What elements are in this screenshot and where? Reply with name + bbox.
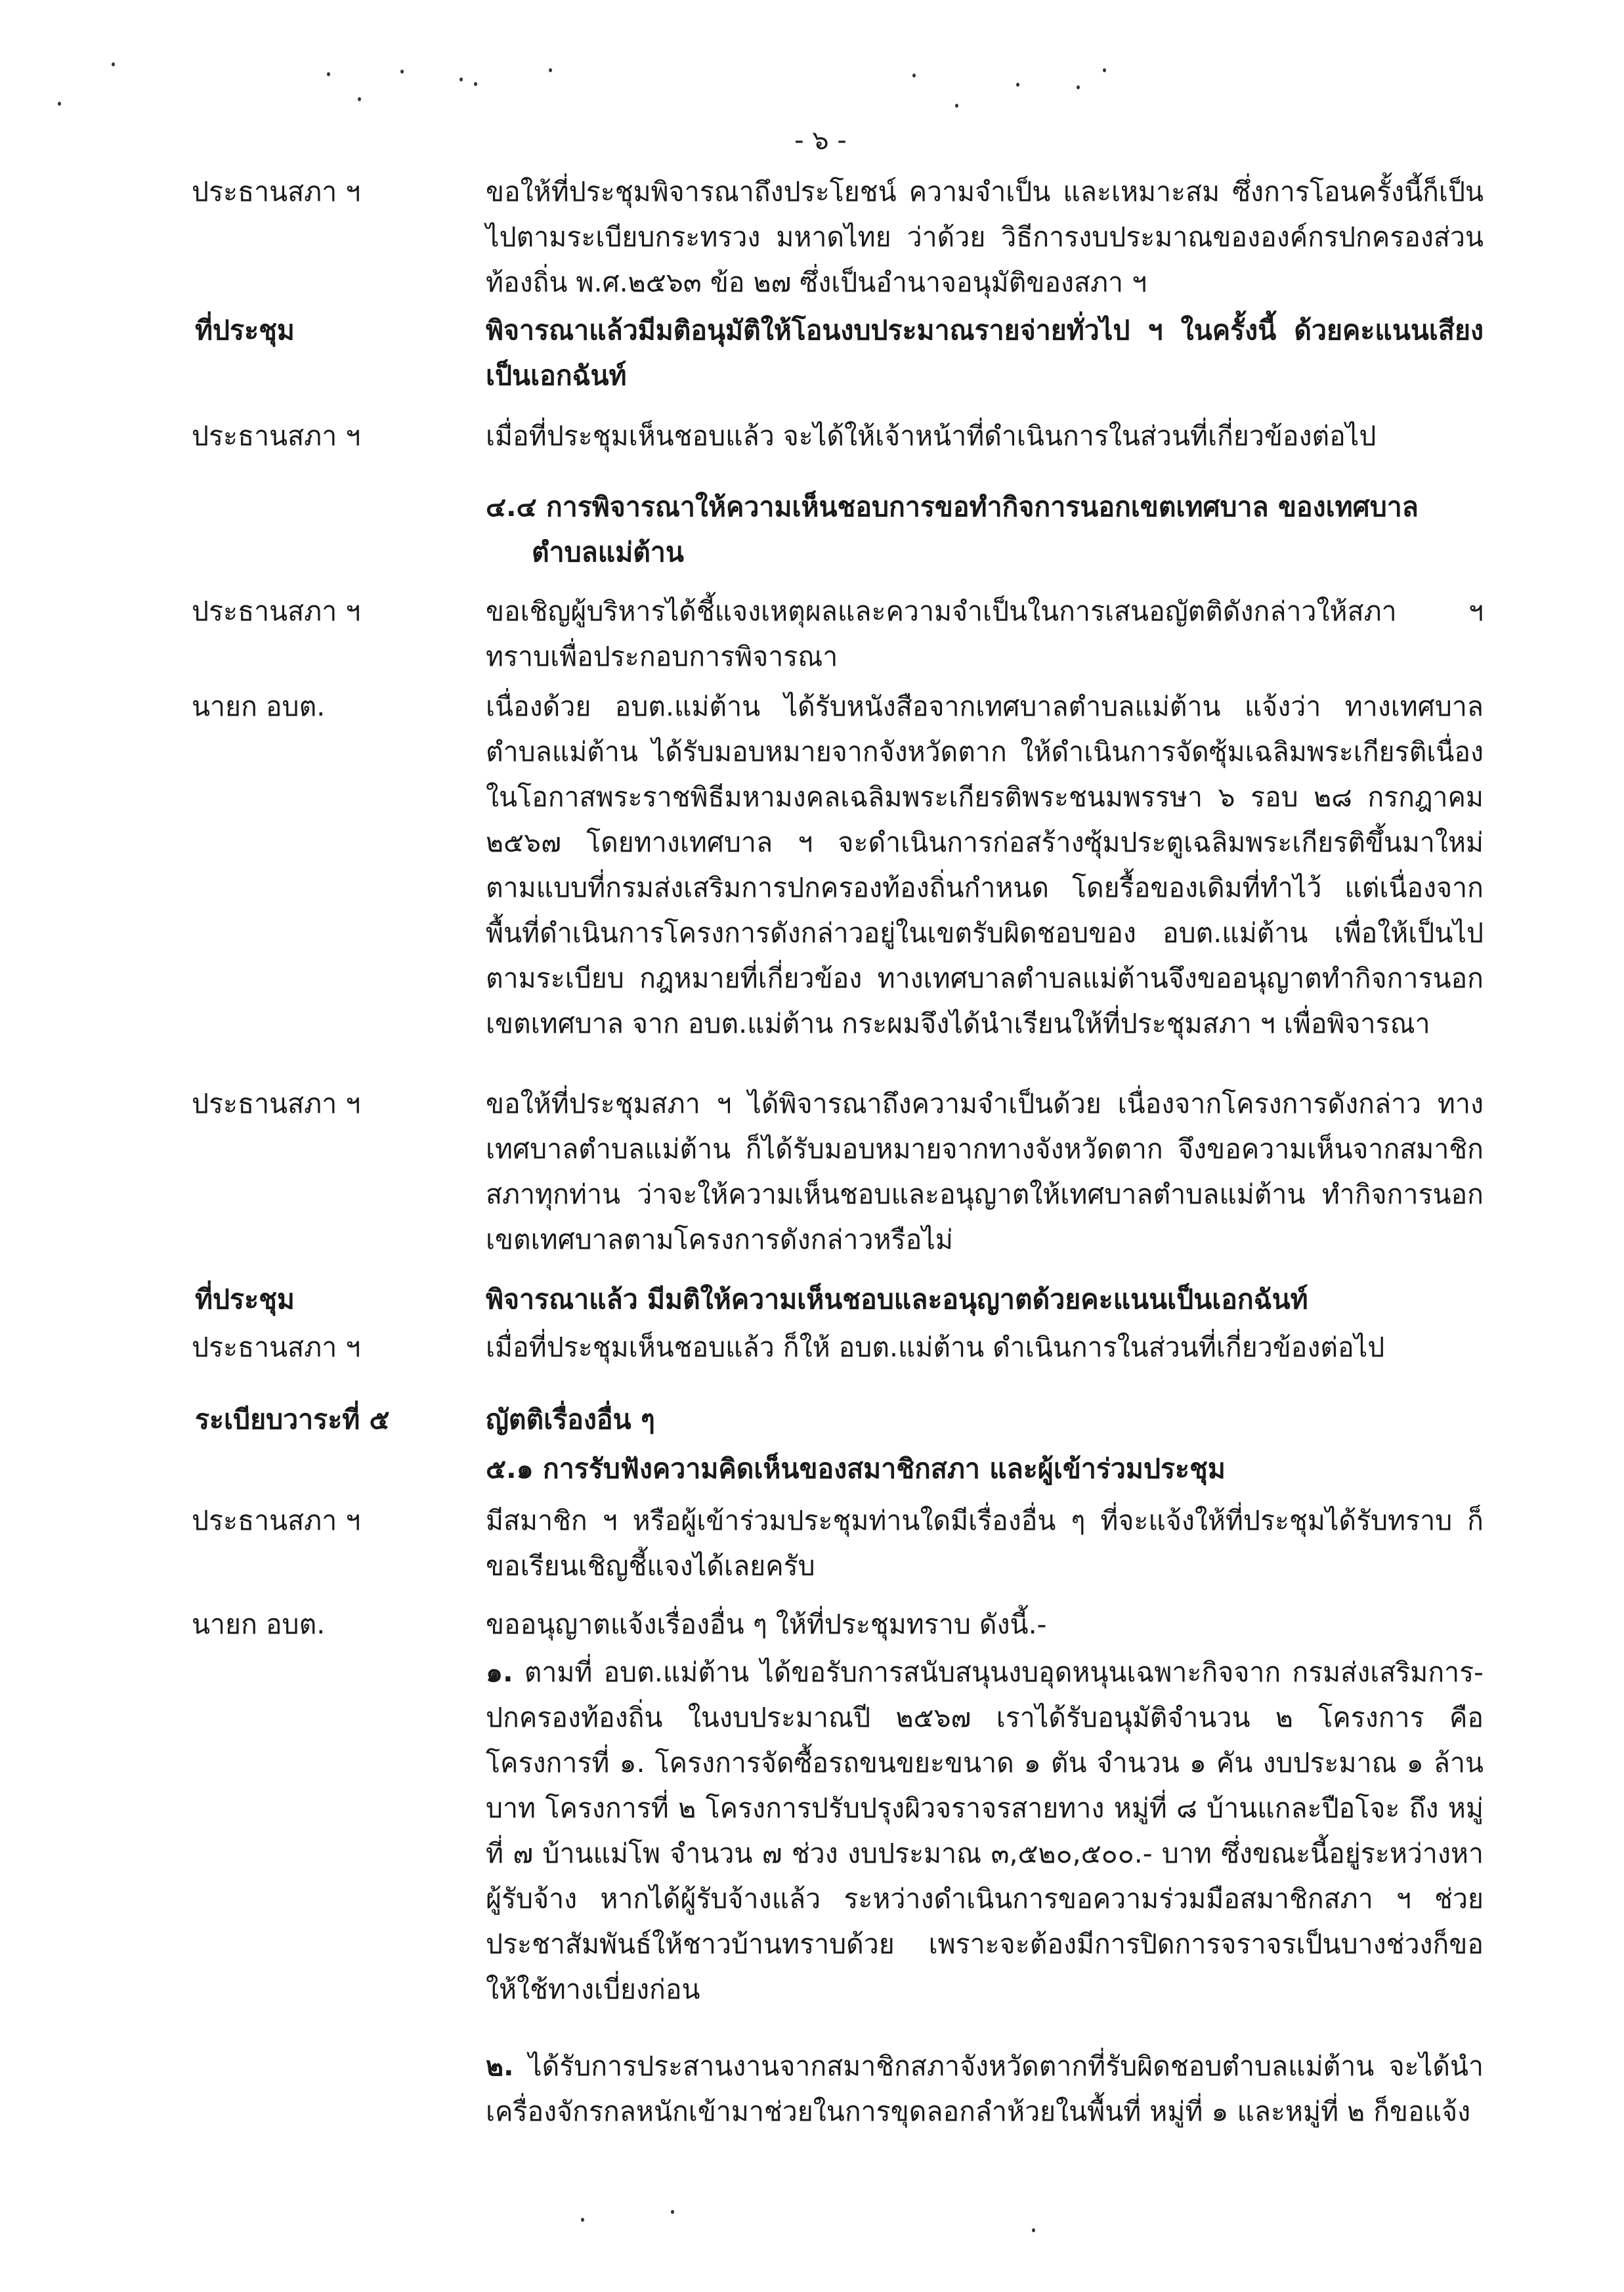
scan-speck	[1103, 68, 1106, 72]
speaker-label: นายก อบต.	[192, 1609, 326, 1640]
speaker-label: ที่ประชุม	[195, 1284, 295, 1315]
scan-speck	[112, 62, 115, 66]
entry-text: ขออนุญาตแจ้งเรื่องอื่น ๆ ให้ที่ประชุมทราบ ดังนี้.-	[486, 1609, 1047, 1640]
scan-speck	[671, 2210, 674, 2214]
resolution-text: พิจารณาแล้วมีมติอนุมัติให้โอนงบประมาณรายจ่ายทั่วไป ฯ ในครั้งนี้ ด้วยคะแนนเสียง เป็นเอกฉันท์	[486, 314, 1484, 391]
item-body: ได้รับการประสานงานจากสมาชิกสภาจังหวัดตากที่รับผิดชอบตำบลแม่ต้าน จะได้นำเครื่องจักรกลหนักเข้ามาช่วยในการขุดลอกลำห้วยในพื้นที่ หมู่ที่ ๑ และหมู่ที่ ๒ ก็ขอแจ้ง	[486, 2050, 1484, 2127]
page-number: - ๖ -	[794, 125, 847, 156]
entry-text: เมื่อที่ประชุมเห็นชอบแล้ว ก็ให้ อบต.แม่ต้าน ดำเนินการในส่วนที่เกี่ยวข้องต่อไป	[486, 1331, 1385, 1363]
resolution-text: พิจารณาแล้ว มีมติให้ความเห็นชอบและอนุญาตด้วยคะแนนเป็นเอกฉันท์	[486, 1284, 1308, 1315]
speaker-label: ประธานสภา ฯ	[192, 176, 361, 207]
speaker-label: ประธานสภา ฯ	[192, 1505, 361, 1536]
entry-text: ขอให้ที่ประชุมพิจารณาถึงประโยชน์ ความจำเป็น และเหมาะสม ซึ่งการโอนครั้งนี้ก็เป็นไปตามระเบียบกระทรวง มหาดไทย ว่าด้วย วิธีการงบประมาณขององค์กรปกครองส่วนท้องถิ่น พ.ศ.๒๕๖๓ ข้อ ๒๗ ซึ่งเป็นอำนาจอนุมัติของสภา ฯ	[486, 176, 1484, 298]
scan-speck	[955, 104, 958, 108]
speaker-label: นายก อบต.	[192, 691, 326, 722]
speaker-label: ประธานสภา ฯ	[192, 595, 361, 627]
speaker-label: ประธานสภา ฯ	[192, 420, 361, 452]
agenda-subheading	[486, 485, 1484, 575]
agenda-title: ญัตติเรื่องอื่น ๆ	[486, 1404, 655, 1435]
subheading-line: ตำบลแม่ต้าน	[532, 536, 684, 568]
entry-text: ขอให้ที่ประชุมสภา ฯ ได้พิจารณาถึงความจำเป็นด้วย เนื่องจากโครงการดังกล่าว ทางเทศบาลตำบลแม่ต้าน ก็ได้รับมอบหมายจากทางจังหวัดตาก จึงขอความเห็นจากสมาชิกสภาทุกท่าน ว่าจะให้ความเห็นชอบและอนุญาตให้เทศบาลตำบลแม่ต้าน ทำกิจการนอกเขตเทศบาลตามโครงการดังกล่าวหรือไม่	[486, 1088, 1484, 1255]
subheading-line: ๔.๔ การพิจารณาให้ความเห็นชอบการขอทำกิจการนอกเขตเทศบาล ของเทศบาล	[486, 491, 1419, 523]
scan-speck	[1077, 85, 1080, 89]
scan-speck	[549, 68, 552, 72]
scan-speck	[474, 82, 477, 86]
numbered-item-text	[486, 1650, 1484, 2012]
scan-speck	[912, 74, 916, 77]
scan-speck	[1016, 83, 1019, 87]
subheading-line: ๕.๑ การรับฟังความคิดเห็นของสมาชิกสภา และผู้เข้าร่วมประชุม	[486, 1453, 1226, 1484]
scan-speck	[400, 70, 404, 74]
item-body: ตามที่ อบต.แม่ต้าน ได้ขอรับการสนับสนุนงบอุดหนุนเฉพาะกิจจาก กรมส่งเสริมการ-ปกครองท้องถิ่น ในงบประมาณปี ๒๕๖๗ เราได้รับอนุมัติจำนวน ๒ โครงการ คือ โครงการที่ ๑. โครงการจัดซื้อรถขนขยะขนาด ๑ ตัน จำนวน ๑ คัน งบประมาณ ๑ ล้านบาท โครงการที่ ๒ โครงการปรับปรุงผิวจราจรสายทาง หมู่ที่ ๘ บ้านแกละปือโจะ ถึง หมู่ที่ ๗ บ้านแม่โพ จำนวน ๗ ช่วง งบประมาณ ๓,๕๒๐,๕๐๐.- บาท ซึ่งขณะนี้อยู่ระหว่างหาผู้รับจ้าง หากได้ผู้รับจ้างแล้ว ระหว่างดำเนินการขอความร่วมมือสมาชิกสภา ฯ ช่วยประชาสัมพันธ์ให้ชาวบ้านทราบด้วย เพราะจะต้องมีการปิดการจราจรเป็นบางช่วงก็ขอให้ใช้ทางเบี่ยงก่อน	[486, 1656, 1484, 2005]
agenda-subheading	[486, 1446, 1484, 1492]
scan-speck	[459, 77, 463, 81]
entry-text: มีสมาชิก ฯ หรือผู้เข้าร่วมประชุมท่านใดมีเรื่องอื่น ๆ ที่จะแจ้งให้ที่ประชุมได้รับทราบ ก็ขอเรียนเชิญชี้แจงได้เลยครับ	[486, 1505, 1484, 1582]
item-number: ๑.	[486, 1656, 513, 1688]
speaker-label: ประธานสภา ฯ	[192, 1331, 361, 1363]
scan-speck	[358, 97, 361, 101]
scan-speck	[581, 2218, 584, 2222]
scan-speck	[327, 72, 330, 76]
entry-text: ขอเชิญผู้บริหารได้ชี้แจงเหตุผลและความจำเป็นในการเสนอญัตติดังกล่าวให้สภา ฯ ทราบเพื่อประกอบการพิจารณา	[486, 595, 1484, 672]
item-number: ๒.	[486, 2050, 514, 2082]
speaker-label: ที่ประชุม	[195, 314, 295, 346]
scan-speck	[1032, 2228, 1035, 2232]
agenda-label: ระเบียบวาระที่ ๕	[195, 1404, 390, 1435]
scan-speck	[58, 102, 61, 106]
entry-text: เนื่องด้วย อบต.แม่ต้าน ได้รับหนังสือจากเทศบาลตำบลแม่ต้าน แจ้งว่า ทางเทศบาลตำบลแม่ต้าน ได้รับมอบหมายจากจังหวัดตาก ให้ดำเนินการจัดซุ้มเฉลิมพระเกียรติเนื่องในโอกาสพระราชพิธีมหามงคลเฉลิมพระเกียรติพระชนมพรรษา ๖ รอบ ๒๘ กรกฎาคม ๒๕๖๗ โดยทางเทศบาล ฯ จะดำเนินการก่อสร้างซุ้มประตูเฉลิมพระเกียรติขึ้นมาใหม่ตามแบบที่กรมส่งเสริมการปกครองท้องถิ่นกำหนด โดยรื้อของเดิมที่ทำไว้ แต่เนื่องจากพื้นที่ดำเนินการโครงการดังกล่าวอยู่ในเขตรับผิดชอบของ อบต.แม่ต้าน เพื่อให้เป็นไปตามระเบียบ กฎหมายที่เกี่ยวข้อง ทางเทศบาลตำบลแม่ต้านจึงขออนุญาตทำกิจการนอกเขตเทศบาล จาก อบต.แม่ต้าน กระผมจึงได้นำเรียนให้ที่ประชุมสภา ฯ เพื่อพิจารณา	[486, 691, 1484, 1039]
numbered-item-text	[486, 2044, 1484, 2134]
entry-text: เมื่อที่ประชุมเห็นชอบแล้ว จะได้ให้เจ้าหน้าที่ดำเนินการในส่วนที่เกี่ยวข้องต่อไป	[486, 420, 1377, 452]
speaker-label: ประธานสภา ฯ	[192, 1088, 361, 1119]
